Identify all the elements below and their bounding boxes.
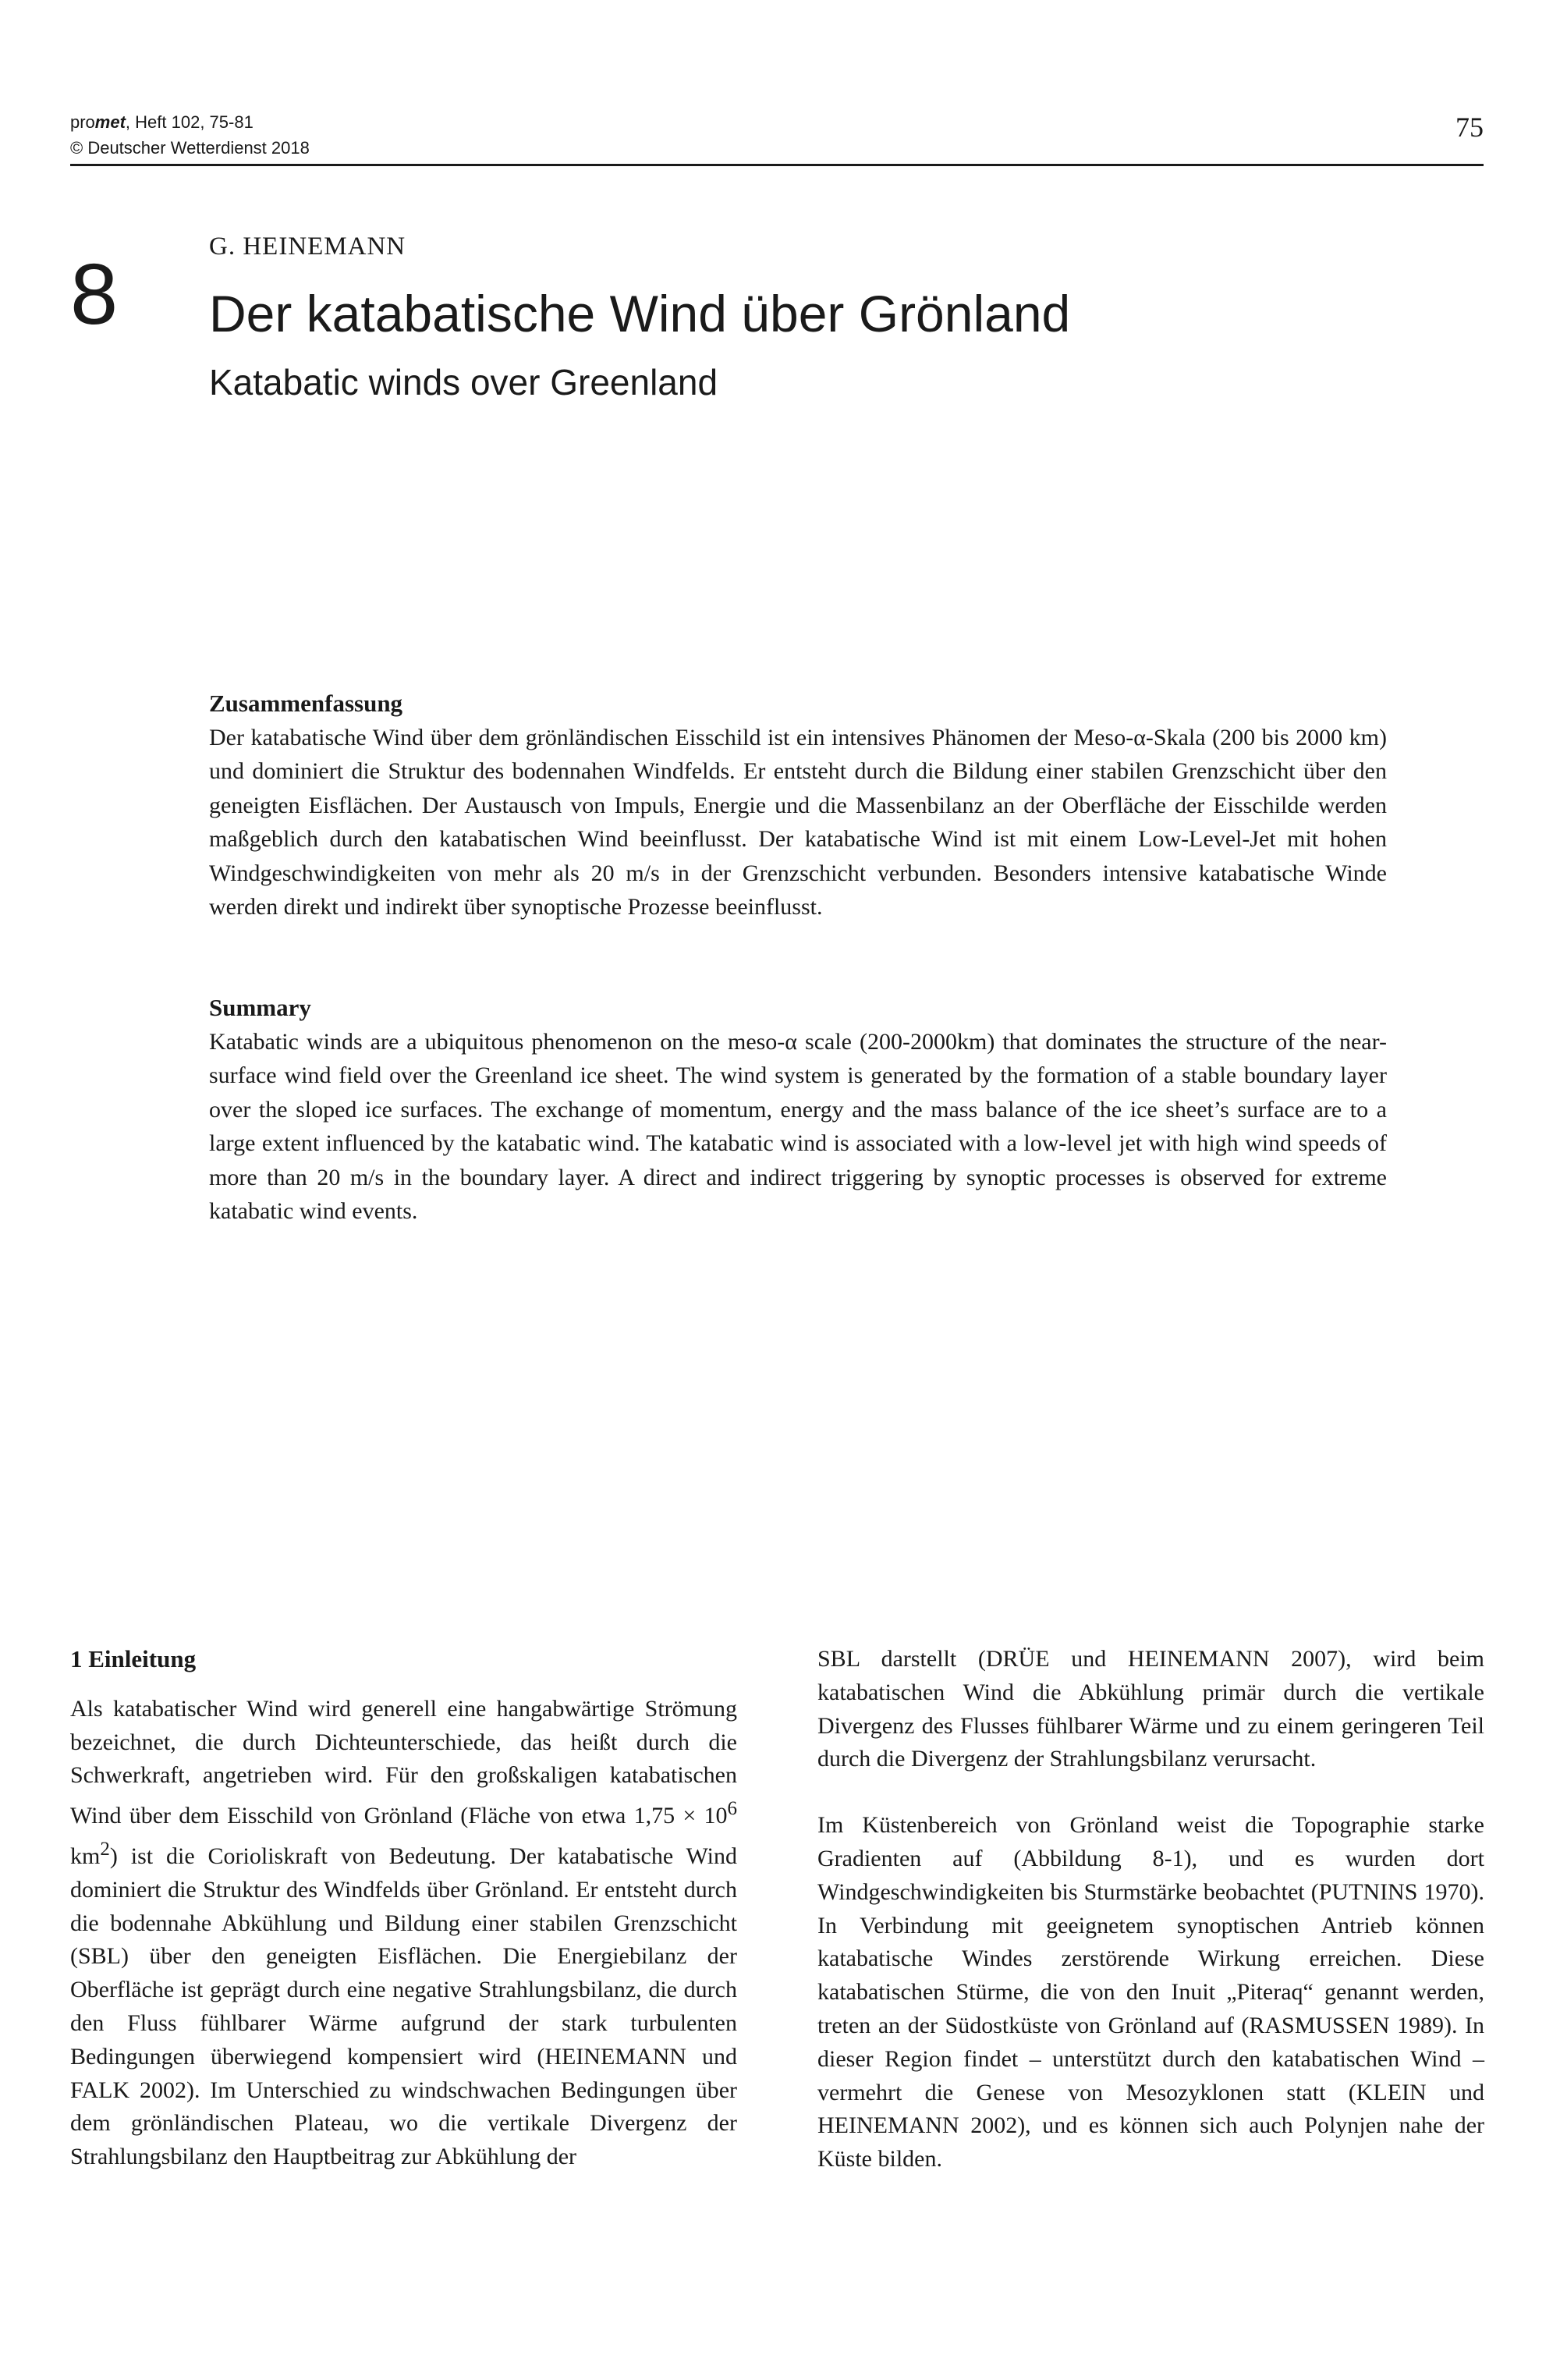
right-paragraph-1: SBL darstellt (DRÜE und HEINEMANN 2007), wird beim katabatischen Wind die Abkühlung primär durch die vertikale Divergenz des Flusses fühlbarer Wärme und zu einem geringeren Teil durch die Divergenz der Strahlungsbilanz verursacht. bbox=[817, 1646, 1484, 1772]
intro-paragraph bbox=[70, 1693, 737, 2174]
journal-italic: met bbox=[94, 112, 126, 132]
copyright-line: © Deutscher Wetterdienst 2018 bbox=[70, 138, 310, 158]
km-unit: km bbox=[70, 1843, 101, 1869]
journal-prefix: pro bbox=[70, 112, 95, 132]
right-paragraph-2: Im Küstenbereich von Grönland weist die Topographie starke Gradienten auf (Abbildung 8-1), und es wurden dort Windgeschwindigkeiten bis Sturmstärke beobachtet (PUTNINS 1970). In Verbindung mit geeignetem synoptischen Antrieb können katabatische Windes zerstörende Wirkung erreichen. Diese katabatischen Stürme, die von den Inuit „Piteraq“ genannt werden, treten an der Südostküste von Grönland auf (RASMUSSEN 1989). In dieser Region findet – unterstützt durch den katabatischen Wind – vermehrt die Genese von Mesozyklonen statt (KLEIN und HEINEMANN 2002), und es können sich auch Polynjen nahe der Küste bilden. bbox=[817, 1812, 1484, 2173]
abstract-english bbox=[209, 991, 1387, 1229]
abstract-german bbox=[209, 686, 1387, 924]
body-column-right bbox=[817, 1643, 1484, 2176]
page-number: 75 bbox=[1455, 112, 1484, 143]
abstract-german-heading: Zusammenfassung bbox=[209, 690, 403, 717]
journal-issue: , Heft 102, 75-81 bbox=[125, 112, 254, 132]
abstract-german-text: Der katabatische Wind über dem grönländischen Eisschild ist ein intensives Phänomen der Meso-α-Skala (200 bis 2000 km) und dominiert die Struktur des bodennahen Windfelds. Er entsteht durch die Bildung einer stabilen Grenzschicht über den geneigten Eisflächen. Der Austausch von Impuls, Energie und die Massenbilanz an der Oberfläche der Eisschilde werden maßgeblich durch den katabatischen Wind beeinflusst. Der katabatische Wind ist mit einem Low-Level-Jet mit hohen Windgeschwindigkeiten von mehr als 20 m/s in der Grenzschicht verbunden. Besonders intensive katabatische Winde werden direkt und indirekt über synoptische Prozesse beeinflusst. bbox=[209, 724, 1387, 920]
page-title: Der katabatische Wind über Grönland bbox=[209, 285, 1071, 342]
header-rule bbox=[70, 164, 1484, 166]
section-heading: 1 Einleitung bbox=[70, 1645, 197, 1672]
paragraph-gap bbox=[817, 1776, 1484, 1809]
body-column-left bbox=[70, 1643, 737, 2174]
author: G. HEINEMANN bbox=[209, 232, 406, 261]
exponent-6: 6 bbox=[727, 1798, 737, 1820]
exponent-2: 2 bbox=[100, 1838, 110, 1860]
intro-text-part1: Als katabatischer Wind wird generell eine hangabwärtige Strömung bezeichnet, die durch Dichteunterschiede, das heißt durch die Schwerkraft, angetrieben wird. Für den großskaligen katabatischen Wind über dem Eisschild von Grönland (Fläche von etwa 1,75 × 10 bbox=[70, 1695, 737, 1829]
abstract-english-text: Katabatic winds are a ubiquitous phenomenon on the meso-α scale (200-2000km) that dominates the structure of the near-surface wind field over the Greenland ice sheet. The wind system is generated by the formation of a stable boundary layer over the sloped ice surfaces. The exchange of momentum, energy and the mass balance of the ice sheet’s surface are to a large extent influenced by the katabatic wind. The katabatic wind is associated with a low-level jet with high wind speeds of more than 20 m/s in the boundary layer. A direct and indirect triggering by synoptic processes is observed for extreme katabatic wind events. bbox=[209, 1028, 1387, 1224]
intro-text-part2: ) ist die Corioliskraft von Bedeutung. Der katabatische Wind dominiert die Struktur des Windfelds über Grönland. Er entsteht durch die bodennahe Abkühlung und Bildung einer stabilen Grenzschicht (SBL) über den geneigten Eisflächen. Die Energiebilanz der Oberfläche ist geprägt durch eine negative Strahlungsbilanz, die durch den Fluss fühlbarer Wärme aufgrund der stark turbulenten Bedingungen überwiegend kompensiert wird (HEINEMANN und FALK 2002). Im Unterschied zu windschwachen Bedingungen über dem grönländischen Plateau, wo die vertikale Divergenz der Strahlungsbilanz den Hauptbeitrag zur Abkühlung der bbox=[70, 1843, 737, 2170]
page-subtitle: Katabatic winds over Greenland bbox=[209, 362, 718, 403]
abstract-english-heading: Summary bbox=[209, 994, 311, 1021]
chapter-number: 8 bbox=[70, 247, 119, 342]
journal-citation bbox=[70, 112, 254, 133]
